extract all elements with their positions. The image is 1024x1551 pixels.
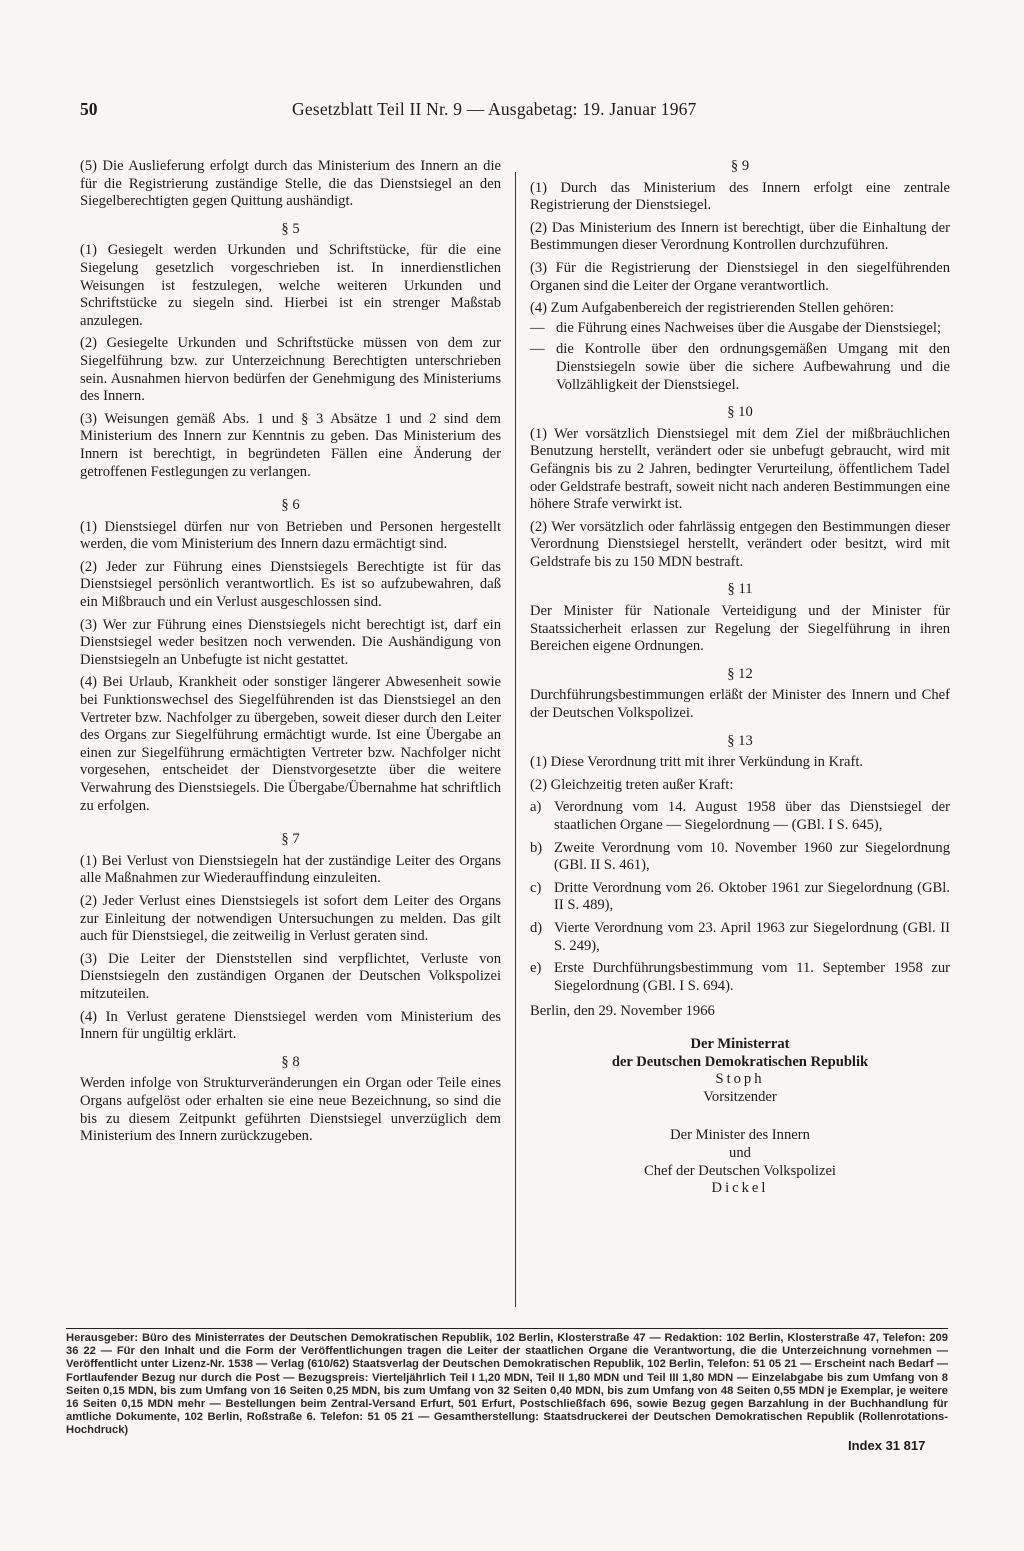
paragraph: Werden infolge von Strukturveränderungen ein Organ oder Teile eines Organs aufgelöst oder erhalten sie eine neue Bezeichnung, so sind die bis zu diesem Zeitpunkt geführten Dienstsiegel unverzüglich dem Ministerium des Innern zurückzugeben. (80, 1075, 501, 1145)
paragraph: (1) Dienstsiegel dürfen nur von Betrieben und Personen hergestellt werden, die vom Ministerium des Innern dazu ermächtigt sind. (80, 518, 501, 553)
signature-role-1: Vorsitzender (703, 1088, 777, 1105)
paragraph: (1) Gesiegelt werden Urkunden und Schriftstücke, für die eine Siegelung gesetzlich vorgeschrieben ist. In innerdienstlichen Weisungen ist festzulegen, welche weiteren Urkunden und Schriftstücke zu siegeln sind. Hierbei ist ein strenger Maßstab anzulegen. (80, 242, 501, 329)
list-marker: b) (530, 839, 543, 856)
dash-marker: — (530, 341, 545, 358)
right-column (530, 158, 950, 1203)
section-heading-8: § 8 (281, 1053, 300, 1070)
section-heading-7: § 7 (281, 831, 300, 848)
section-heading-11: § 11 (727, 581, 753, 598)
list-text: Dritte Verordnung vom 26. Oktober 1961 zur Siegelordnung (GBl. II S. 489), (554, 879, 950, 914)
index-number: Index 31 817 (848, 1438, 926, 1453)
paragraph: (3) Weisungen gemäß Abs. 1 und § 3 Absätze 1 und 2 sind dem Ministerium des Innern zur Kenntnis zu geben. Das Ministerium des Innern ist berechtigt, in begründeten Fällen eine Änderung der getroffenen Festlegungen zu verlangen. (80, 410, 501, 480)
repeal-list-item (530, 920, 950, 955)
list-marker: e) (530, 960, 542, 977)
page-number: 50 (80, 99, 98, 119)
dash-text: die Führung eines Nachweises über die Ausgabe der Dienstsiegel; (556, 319, 942, 336)
column-divider (515, 172, 516, 1307)
list-text: Verordnung vom 14. August 1958 über das Dienstsiegel der staatlichen Organe — Siegelordnung — (GBl. I S. 645), (554, 799, 950, 833)
section-heading-6: § 6 (281, 497, 300, 514)
running-title: Gesetzblatt Teil II Nr. 9 — Ausgabetag: 19. Januar 1967 (292, 99, 697, 119)
signature-name-2: Dickel (711, 1180, 769, 1197)
section-heading-12: § 12 (727, 665, 753, 682)
imprint: Herausgeber: Büro des Ministerrates der Deutschen Demokratischen Republik, 102 Berlin, Klosterstraße 47 — Redaktion: 102 Berlin, Klosterstraße 47, Telefon: 209 36 22 — Für den Inhalt und die Form der Veröffentlichungen tragen die Leiter der staatlichen Organe die Verantwortung, die die Unterzeichnung vornehmen — Veröffentlicht unter Lizenz-Nr. 1538 — Verlag (610/62) Staatsverlag der Deutschen Demokratischen Republik, 102 Berlin, Telefon: 51 05 21 — Erscheint nach Bedarf — Fortlaufender Bezug nur durch die Post — Bezugspreis: Vierteljährlich Teil I 1,20 MDN, Teil II 1,80 MDN und Teil III 1,80 MDN — Einzelabgabe bis zum Umfang von 8 Seiten 0,15 MDN, bis zum Umfang von 16 Seiten 0,25 MDN, bis zum Umfang von 32 Seiten 0,40 MDN, bis zum Umfang von 48 Seiten 0,55 MDN je Exemplar, je weitere 16 Seiten 0,15 MDN mehr — Bestellungen beim Zentral-Versand Erfurt, 501 Erfurt, Postschließfach 696, sowie Bezug gegen Barzahlung in der Buchhandlung für amtliche Dokumente, 102 Berlin, Roßstraße 6. Telefon: 51 05 21 — Gesamtherstellung: Staatsdruckerei der Deutschen Demokratischen Republik (Rollenrotations-Hochdruck) (66, 1332, 948, 1437)
paragraph: Der Minister für Nationale Verteidigung und der Minister für Staatssicherheit erlassen zur Regelung der Siegelführung in ihren Bereichen eigene Ordnungen. (530, 603, 950, 655)
paragraph: (2) Gleichzeitig treten außer Kraft: (530, 776, 734, 793)
signature-block-1 (530, 1036, 950, 1106)
signature-role-line-3: Chef der Deutschen Volkspolizei (644, 1162, 836, 1179)
paragraph: (3) Für die Registrierung der Dienstsiegel in den siegelführenden Organen sind die Leiter der Organe verantwortlich. (530, 259, 950, 294)
repeal-list-item (530, 880, 950, 915)
paragraph: (1) Diese Verordnung tritt mit ihrer Verkündung in Kraft. (530, 754, 864, 771)
paragraph: (2) Gesiegelte Urkunden und Schriftstücke müssen von dem zur Siegelführung bzw. zur Unterzeichnung Berechtigten unterschrieben sein. Ausnahmen hiervon bedürfen der Genehmigung des Ministeriums des Innern. (80, 335, 501, 405)
page-header (80, 99, 948, 125)
dash-list-item (530, 320, 950, 338)
paragraph: (2) Jeder Verlust eines Dienstsiegels ist sofort dem Leiter des Organs zur Einleitung der notwendigen Untersuchungen zu melden. Das gilt auch für Dienstsiegel, die zeitweilig in Verlust geraten sind. (80, 892, 501, 945)
list-marker: a) (530, 799, 542, 816)
signature-role-line-2: und (729, 1144, 751, 1161)
section-heading-5: § 5 (281, 220, 300, 237)
paragraph: (1) Bei Verlust von Dienstsiegeln hat der zuständige Leiter des Organs alle Maßnahmen zur Wiederauffindung einzuleiten. (80, 852, 501, 887)
signature-block-2 (530, 1127, 950, 1197)
dash-list-item (530, 341, 950, 394)
signature-org-line-2: der Deutschen Demokratischen Republik (611, 1053, 869, 1070)
paragraph: (4) Zum Aufgabenbereich der registrierenden Stellen gehören: (530, 300, 894, 317)
list-text: Zweite Verordnung vom 10. November 1960 zur Siegelordnung (GBl. II S. 461), (554, 839, 950, 874)
paragraph: (3) Wer zur Führung eines Dienstsiegels nicht berechtigt ist, darf ein Dienstsiegel weder besitzen noch verwenden. Die Aushändigung von Dienstsiegeln an Unbefugte ist nicht gestattet. (80, 616, 501, 668)
repeal-list (530, 799, 950, 995)
paragraph: (2) Wer vorsätzlich oder fahrlässig entgegen den Bestimmungen dieser Verordnung Dienstsiegel herstellt, verändert oder besitzt, wird mit Geldstrafe bis zu 150 MDN bestraft. (530, 518, 950, 570)
list-text: Erste Durchführungsbestimmung vom 11. September 1958 zur Siegelordnung (GBl. I S. 694). (554, 960, 950, 994)
paragraph: (2) Das Ministerium des Innern ist berechtigt, über die Einhaltung der Bestimmungen dieser Verordnung Kontrollen durchzuführen. (530, 219, 950, 254)
paragraph: (4) In Verlust geratene Dienstsiegel werden vom Ministerium des Innern für ungültig erklärt. (80, 1008, 501, 1043)
section-heading-10: § 10 (727, 404, 753, 421)
dash-text: die Kontrolle über den ordnungsgemäßen Umgang mit den Dienstsiegeln sowie über die sichere Aufbewahrung und die Vollzähligkeit der Dienstsiegel. (556, 341, 950, 393)
paragraph: Durchführungsbestimmungen erläßt der Minister des Innern und Chef der Deutschen Volkspolizei. (530, 687, 950, 722)
repeal-list-item (530, 799, 950, 834)
dash-marker: — (530, 319, 545, 336)
repeal-list-item (530, 840, 950, 875)
list-text: Vierte Verordnung vom 23. April 1963 zur Siegelordnung (GBl. II S. 249), (554, 919, 950, 954)
signature-name-1: Stoph (715, 1071, 765, 1088)
footer-rule (66, 1328, 948, 1329)
section-heading-9: § 9 (730, 158, 750, 174)
paragraph: (5) Die Auslieferung erfolgt durch das Ministerium des Innern an die für die Registrierung zuständige Stelle, die das Dienstsiegel an den Siegelberechtigten gegen Quittung aushändigt. (80, 158, 501, 210)
list-marker: d) (530, 919, 543, 936)
section-heading-13: § 13 (727, 732, 753, 749)
paragraph: (4) Bei Urlaub, Krankheit oder sonstiger längerer Abwesenheit sowie bei Funktionswechsel des Siegelführenden ist das Dienstsiegel an den Vertreter bzw. Nachfolger zu übergeben, soweit dieser durch den Leiter des Organs zur Siegelführung ermächtigt wurde. Ist eine Übergabe an einen zur Siegelführung ermächtigten Vertreter bzw. Nachfolger nicht vorgesehen, entscheidet der Dienstvorgesetzte über die weitere Verwahrung des Dienstsiegels. Die Übergabe/Übernahme hat schriftlich zu erfolgen. (80, 674, 501, 814)
paragraph: (2) Jeder zur Führung eines Dienstsiegels Berechtigte ist für das Dienstsiegel persönlich verantwortlich. Es ist so aufzubewahren, daß ein Mißbrauch und ein Verlust ausgeschlossen sind. (80, 558, 501, 611)
paragraph: (3) Die Leiter der Dienststellen sind verpflichtet, Verluste von Dienstsiegeln den zuständigen Organen der Deutschen Volkspolizei mitzuteilen. (80, 950, 501, 1002)
paragraph: (1) Durch das Ministerium des Innern erfolgt eine zentrale Registrierung der Dienstsiegel. (530, 179, 950, 214)
list-marker: c) (530, 879, 542, 896)
signature-role-line-1: Der Minister des Innern (670, 1127, 810, 1144)
paragraph: (1) Wer vorsätzlich Dienstsiegel mit dem Ziel der mißbräuchlichen Benutzung herstellt, verändert oder sie unbefugt gebraucht, wird mit Gefängnis bis zu 2 Jahren, bedingter Verurteilung, öffentlichem Tadel oder Geldstrafe bestraft, soweit nicht nach anderen Bestimmungen eine höhere Strafe verwirkt ist. (530, 425, 950, 513)
place-date: Berlin, den 29. November 1966 (530, 1003, 715, 1020)
repeal-list-item (530, 960, 950, 995)
left-column (80, 158, 501, 1151)
signature-org-line-1: Der Ministerrat (690, 1035, 790, 1052)
